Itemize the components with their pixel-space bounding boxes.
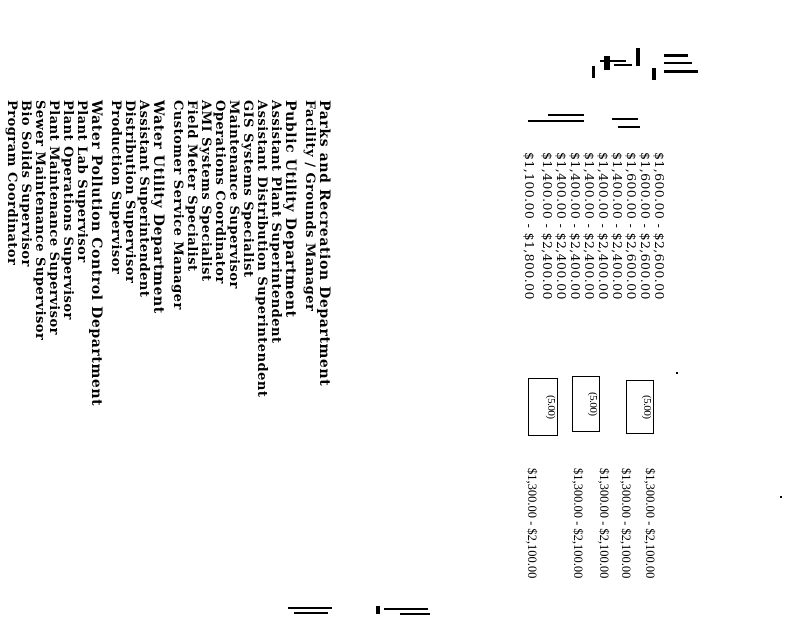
stamp-box: (5.00) (572, 376, 600, 432)
header-mark (664, 54, 688, 57)
job-title: Program Coordinator (4, 100, 19, 266)
job-title: Bio Solids Supervisor (18, 100, 33, 267)
section-title-water-utility: Water Utility Department (150, 100, 166, 314)
salary-range: $1,600.00 - $2,600.00 (652, 152, 667, 300)
section-title-water-pollution: Water Pollution Control Department (88, 100, 104, 407)
job-title: Assistant Plant Superintendent (268, 100, 283, 344)
job-title: Sewer Maintenance Supervisor (32, 100, 47, 341)
salary-range: $1,400.00 - $2,400.00 (596, 152, 611, 300)
new-salary-range: $1,300.00 - $2,100.00 (619, 468, 633, 579)
salary-range: $1,400.00 - $2,400.00 (540, 152, 555, 300)
salary-range: $1,400.00 - $2,400.00 (568, 152, 583, 300)
column-header-mark (618, 126, 640, 128)
salary-range: $1,600.00 - $2,600.00 (638, 152, 653, 300)
footer-mark (400, 613, 430, 615)
footer-mark (288, 607, 332, 609)
header-mark (604, 56, 610, 70)
footer-mark (384, 608, 428, 610)
salary-range: $1,400.00 - $2,400.00 (554, 152, 569, 300)
header-mark (664, 62, 692, 64)
job-title: Assistant Superintendent (136, 100, 151, 298)
header-mark (636, 48, 640, 66)
header-mark (652, 68, 656, 80)
column-header-mark (548, 114, 584, 116)
job-title: Plant Maintenance Supervisor (46, 100, 61, 336)
stamp-box: (5.00) (626, 380, 654, 434)
job-title: Facility / Grounds Manager (302, 100, 317, 312)
new-salary-range: $1,300.00 - $2,100.00 (643, 468, 657, 579)
salary-range: $1,100.00 - $1,800.00 (522, 152, 537, 300)
footer-mark (376, 606, 380, 614)
section-title-parks: Parks and Recreation Department (316, 100, 332, 387)
job-title: AMI Systems Specialist (198, 100, 213, 282)
job-title: Production Supervisor (108, 100, 123, 275)
salary-range: $1,600.00 - $2,600.00 (624, 152, 639, 300)
job-title: Assistant Distribution Superintendent (254, 100, 269, 398)
column-header-mark (612, 118, 638, 120)
header-mark (592, 66, 595, 78)
job-title: Plant Operations Supervisor (60, 100, 75, 320)
stamp-box: (5.00) (528, 378, 558, 436)
salary-range: $1,400.00 - $2,400.00 (582, 152, 597, 300)
new-salary-range: $1,300.00 - $2,100.00 (597, 468, 611, 579)
new-salary-range: $1,300.00 - $2,100.00 (571, 468, 585, 579)
job-title: Field Meter Specialist (184, 100, 199, 272)
section-title-public-utility: Public Utility Department (282, 100, 298, 318)
header-mark (664, 70, 698, 73)
scan-speck (780, 496, 782, 498)
job-title: Customer Service Manager (170, 100, 185, 310)
column-header-mark (528, 120, 584, 122)
job-title: Distribution Supervisor (122, 100, 137, 284)
job-title: Plant Lab Supervisor (74, 100, 89, 263)
new-salary-range: $1,300.00 - $2,100.00 (525, 468, 539, 579)
job-title: GIS Systems Specialist (240, 100, 255, 278)
scan-speck (676, 372, 678, 374)
header-mark (614, 64, 632, 66)
job-title: Operations Coordinator (212, 100, 227, 284)
job-title: Maintenance Supervisor (226, 100, 241, 289)
salary-range: $1,400.00 - $2,400.00 (610, 152, 625, 300)
footer-mark (294, 612, 328, 614)
